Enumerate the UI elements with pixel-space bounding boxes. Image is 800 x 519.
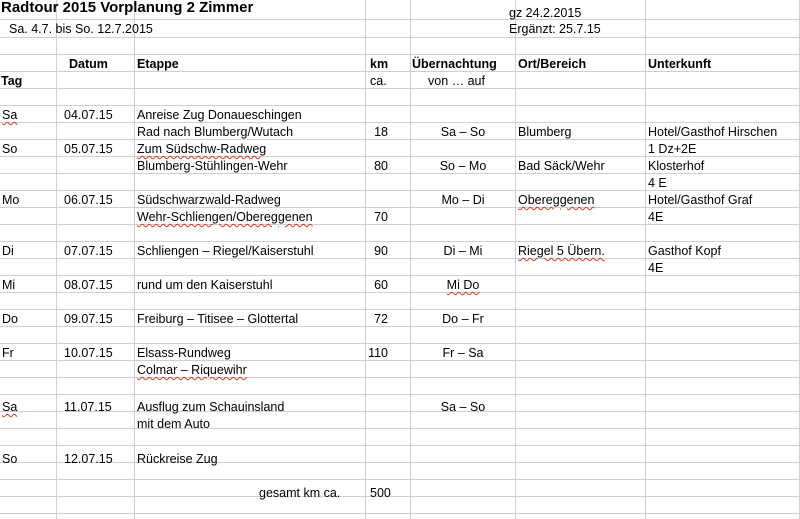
- cell-unterkunft: Hotel/Gasthof Hirschen: [648, 125, 778, 139]
- cell-ort: Obereggenen: [518, 193, 595, 207]
- grid-line: [0, 479, 800, 480]
- grid-line: [0, 173, 800, 174]
- cell-unterkunft: Klosterhof: [648, 159, 705, 173]
- sheet-subtitle: Sa. 4.7. bis So. 12.7.2015: [9, 22, 153, 36]
- cell-tag: Mi: [2, 278, 16, 292]
- header-unterkunft: Unterkunft: [648, 57, 712, 71]
- cell-uebernachtung: Sa – So: [440, 125, 486, 139]
- cell-uebernachtung: Di – Mi: [443, 244, 483, 258]
- cell-datum: 08.07.15: [64, 278, 113, 292]
- cell-ort: Riegel 5 Übern.: [518, 244, 605, 258]
- cell-datum: 11.07.15: [64, 400, 112, 414]
- grid-line: [645, 0, 646, 519]
- cell-etappe: Rad nach Blumberg/Wutach: [137, 125, 294, 139]
- cell-ort: Blumberg: [518, 125, 572, 139]
- header-uebernachtung-sub: von … auf: [428, 74, 485, 88]
- cell-unterkunft: Hotel/Gasthof Graf: [648, 193, 753, 207]
- grid-line: [0, 105, 800, 106]
- cell-datum: 04.07.15: [64, 108, 113, 122]
- cell-km: 70: [374, 210, 388, 224]
- cell-etappe: Südschwarzwald-Radweg: [137, 193, 281, 207]
- cell-etappe: Colmar – Riquewihr: [137, 363, 247, 377]
- grid-line: [0, 19, 800, 20]
- cell-unterkunft: 4E: [648, 210, 664, 224]
- cell-tag: Mo: [2, 193, 20, 207]
- cell-etappe: Freiburg – Titisee – Glottertal: [137, 312, 299, 326]
- header-uebernachtung: Übernachtung: [412, 57, 497, 71]
- grid-line: [515, 0, 516, 519]
- header-etappe: Etappe: [137, 57, 179, 71]
- cell-uebernachtung: Sa – So: [440, 400, 486, 414]
- grid-line: [134, 0, 135, 519]
- cell-tag: Di: [2, 244, 14, 258]
- cell-etappe: Elsass-Rundweg: [137, 346, 231, 360]
- cell-tag: Fr: [2, 346, 14, 360]
- sheet-title: Radtour 2015 Vorplanung 2 Zimmer: [1, 0, 254, 16]
- cell-km: 72: [374, 312, 388, 326]
- cell-etappe: Ausflug zum Schauinsland: [137, 400, 285, 414]
- grid-line: [0, 411, 800, 412]
- grid-line: [56, 0, 57, 519]
- cell-unterkunft: 1 Dz+2E: [648, 142, 697, 156]
- grid-line: [0, 326, 800, 327]
- total-value: 500: [370, 486, 391, 500]
- grid-line: [0, 292, 800, 293]
- grid-line: [0, 156, 800, 157]
- cell-tag: Sa: [2, 108, 18, 122]
- cell-etappe: rund um den Kaiserstuhl: [137, 278, 273, 292]
- cell-etappe: Blumberg-Stühlingen-Wehr: [137, 159, 288, 173]
- cell-etappe: Schliengen – Riegel/Kaiserstuhl: [137, 244, 314, 258]
- grid-line: [0, 343, 800, 344]
- cell-unterkunft: 4E: [648, 261, 664, 275]
- cell-uebernachtung: So – Mo: [439, 159, 487, 173]
- grid-line: [0, 190, 800, 191]
- cell-uebernachtung: Fr – Sa: [442, 346, 484, 360]
- grid-line: [0, 275, 800, 276]
- cell-uebernachtung: Do – Fr: [442, 312, 484, 326]
- grid-line: [0, 445, 800, 446]
- cell-uebernachtung: Mi Do: [446, 278, 480, 292]
- grid-line: [0, 122, 800, 123]
- cell-datum: 05.07.15: [64, 142, 113, 156]
- cell-km: 110: [368, 346, 388, 360]
- cell-uebernachtung: Mo – Di: [441, 193, 485, 207]
- cell-km: 18: [374, 125, 388, 139]
- cell-datum: 06.07.15: [64, 193, 113, 207]
- grid-line: [0, 377, 800, 378]
- cell-etappe: Rückreise Zug: [137, 452, 218, 466]
- grid-line: [0, 309, 800, 310]
- cell-datum: 10.07.15: [64, 346, 113, 360]
- cell-datum: 07.07.15: [64, 244, 113, 258]
- grid-line: [0, 224, 800, 225]
- cell-datum: 12.07.15: [64, 452, 113, 466]
- grid-line: [410, 0, 411, 519]
- grid-line: [0, 496, 800, 497]
- grid-line: [0, 360, 800, 361]
- cell-km: 60: [374, 278, 388, 292]
- cell-tag: Sa: [2, 400, 18, 414]
- total-label: gesamt km ca.: [259, 486, 341, 500]
- header-tag: Tag: [1, 74, 23, 88]
- cell-km: 90: [374, 244, 388, 258]
- cell-km: 80: [374, 159, 388, 173]
- cell-etappe: mit dem Auto: [137, 417, 210, 431]
- grid-line: [0, 241, 800, 242]
- grid-line: [0, 139, 800, 140]
- grid-line: [0, 207, 800, 208]
- grid-line: [0, 258, 800, 259]
- header-km: km: [370, 57, 389, 71]
- cell-etappe: Wehr-Schliengen/Obereggenen: [137, 210, 313, 224]
- grid-line: [0, 428, 800, 429]
- cell-tag: Do: [2, 312, 18, 326]
- created-note: gz 24.2.2015: [509, 6, 582, 20]
- grid-line: [0, 54, 800, 55]
- grid-line: [0, 71, 800, 72]
- cell-ort: Bad Säck/Wehr: [518, 159, 605, 173]
- cell-etappe: Zum Südschw-Radweg: [137, 142, 267, 156]
- grid-line: [0, 88, 800, 89]
- header-datum: Datum: [69, 57, 108, 71]
- grid-line: [0, 394, 800, 395]
- header-ort: Ort/Bereich: [518, 57, 587, 71]
- grid-line: [0, 462, 800, 463]
- cell-etappe: Anreise Zug Donaueschingen: [137, 108, 302, 122]
- grid-line: [0, 37, 800, 38]
- grid-line: [365, 0, 366, 519]
- grid-line: [0, 513, 800, 514]
- cell-unterkunft: 4 E: [648, 176, 667, 190]
- cell-unterkunft: Gasthof Kopf: [648, 244, 721, 258]
- updated-note: Ergänzt: 25.7.15: [509, 22, 601, 36]
- cell-datum: 09.07.15: [64, 312, 113, 326]
- cell-tag: So: [2, 142, 18, 156]
- cell-tag: So: [2, 452, 18, 466]
- header-km-sub: ca.: [370, 74, 387, 88]
